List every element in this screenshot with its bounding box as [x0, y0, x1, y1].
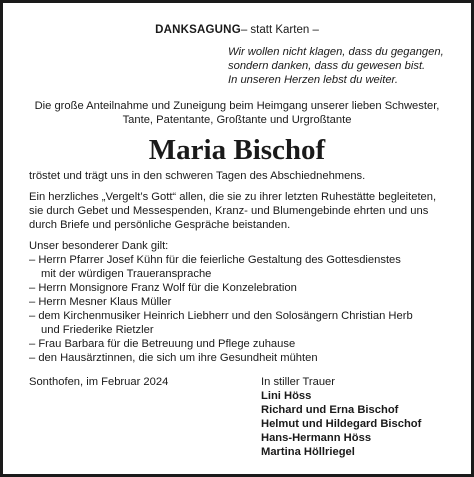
list-item: – Frau Barbara für die Betreuung und Pflege zuhause [29, 338, 296, 350]
mourner-name: Martina Höllriegel [261, 446, 355, 458]
list-item: – Herrn Pfarrer Josef Kühn für die feierliche Gestaltung des Gottesdienstes [29, 254, 401, 266]
consolation-text: tröstet und trägt uns in den schweren Tagen des Abschiednehmens. [29, 170, 366, 182]
special-thanks-list [29, 253, 445, 365]
notice-footer [29, 375, 445, 458]
list-item: – Herrn Mesner Klaus Müller [29, 296, 172, 308]
poem-line: Wir wollen nicht klagen, dass du gegangen, [228, 46, 444, 58]
list-item: – dem Kirchenmusiker Heinrich Liebherr und den Solosängern Christian Herb [29, 310, 413, 322]
intro-text: Die große Anteilnahme und Zuneigung beim Heimgang unserer lieben Schwester, Tante, Patentante, Großtante und Urgroßtante [34, 100, 440, 126]
mourners-block [261, 375, 421, 459]
list-item: mit der würdigen Traueransprache [41, 268, 212, 280]
deceased-name: Maria Bischof [148, 134, 326, 166]
mourner-name: Richard und Erna Bischof [261, 404, 399, 416]
mourner-name: Helmut und Hildegard Bischof [261, 418, 422, 430]
poem [228, 45, 445, 87]
list-item: – den Hausärztinnen, die sich um ihre Gesundheit mühten [29, 352, 318, 364]
special-thanks-label: Unser besonderer Dank gilt: [29, 240, 169, 252]
notice-heading [29, 23, 445, 37]
thanks-text: Ein herzliches „Vergelt’s Gott“ allen, die sie zu ihrer letzten Ruhestätte begleiteten, sie durch Gebet und Messespenden, Kranz- und Blumengebinde ehrten und uns durch Briefe und persönliche Gespräche beistanden. [29, 191, 437, 231]
place-date: Sonthofen, im Februar 2024 [29, 376, 169, 388]
mourner-name: Lini Höss [261, 390, 312, 402]
mourner-name: Hans-Hermann Höss [261, 432, 372, 444]
mourners-intro: In stiller Trauer [261, 376, 335, 388]
mourners-list [261, 389, 421, 459]
list-item: und Friederike Rietzler [41, 324, 154, 336]
poem-line: In unseren Herzen lebst du weiter. [228, 74, 398, 86]
poem-line: sondern danken, dass du gewesen bist. [228, 60, 426, 72]
heading-suffix: – statt Karten – [240, 24, 319, 36]
list-item: – Herrn Monsignore Franz Wolf für die Konzelebration [29, 282, 297, 294]
heading-title: DANKSAGUNG [155, 24, 241, 36]
